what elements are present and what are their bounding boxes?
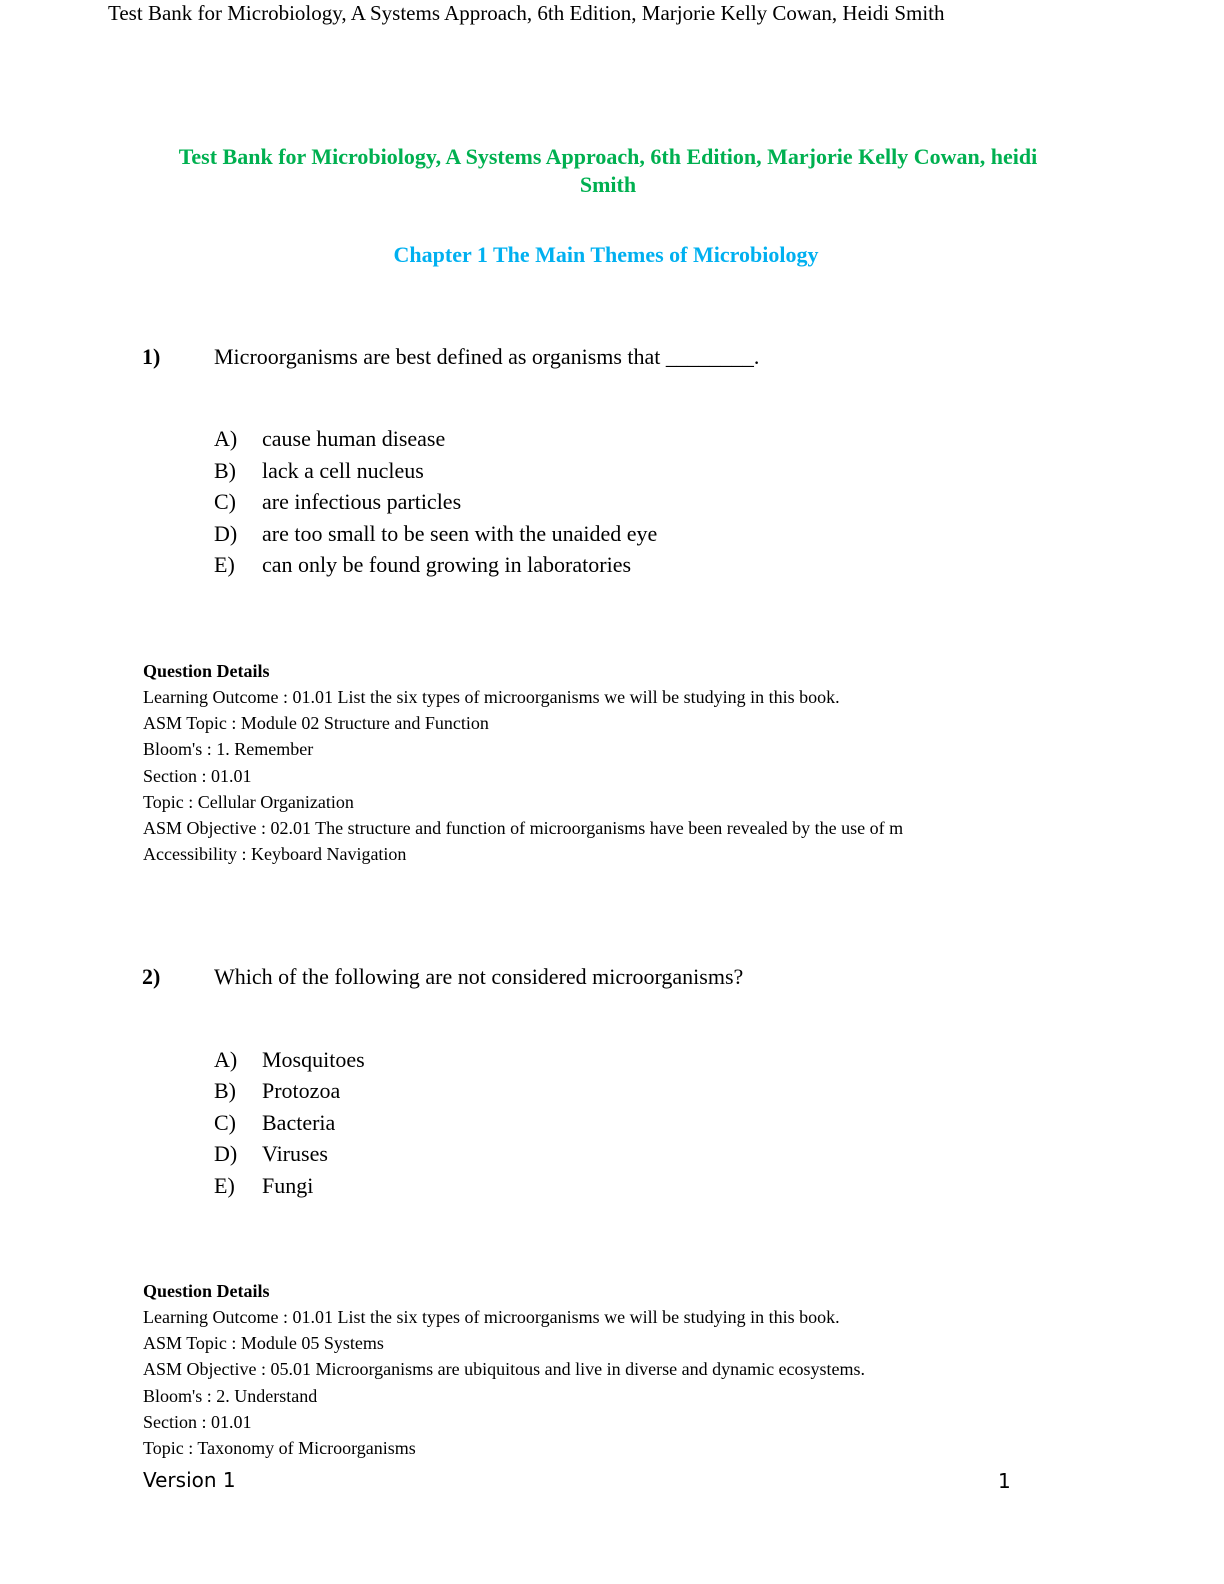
- detail-line: Topic : Taxonomy of Microorganisms: [143, 1438, 416, 1459]
- chapter-title: Chapter 1 The Main Themes of Microbiology: [393, 242, 819, 267]
- option-text: can only be found growing in laboratories: [262, 552, 632, 577]
- option-text: Viruses: [262, 1141, 328, 1166]
- option-letter: A): [214, 426, 238, 451]
- answer-option: [214, 457, 424, 485]
- book-title-line2: Smith: [579, 172, 637, 197]
- question-details-heading: Question Details: [143, 1281, 270, 1301]
- page-number: 1: [998, 1469, 1011, 1493]
- detail-line: ASM Objective : 02.01 The structure and function of microorganisms have been revealed by the use of m: [143, 818, 904, 839]
- detail-line: Bloom's : 2. Understand: [143, 1385, 318, 1406]
- option-text: Fungi: [262, 1173, 314, 1198]
- option-text: Mosquitoes: [262, 1047, 365, 1072]
- question-details: [143, 684, 903, 867]
- option-letter: B): [214, 1078, 236, 1103]
- option-letter: E): [214, 552, 235, 577]
- detail-line: Accessibility : Keyboard Navigation: [143, 844, 407, 865]
- question-text: Microorganisms are best defined as organisms that ________.: [214, 344, 760, 369]
- option-letter: C): [214, 1110, 236, 1135]
- answer-option: [214, 520, 657, 548]
- question-details: [143, 1304, 865, 1461]
- answer-option: [214, 488, 461, 516]
- footer-version: Version 1: [143, 1468, 236, 1492]
- option-letter: D): [214, 521, 238, 546]
- detail-line: Learning Outcome : 01.01 List the six types of microorganisms we will be studying in this book.: [143, 687, 840, 707]
- option-letter: C): [214, 489, 236, 514]
- option-text: lack a cell nucleus: [262, 458, 424, 483]
- option-letter: D): [214, 1141, 238, 1166]
- book-title: [130, 143, 1086, 199]
- answer-option: [214, 551, 631, 579]
- option-letter: E): [214, 1173, 235, 1198]
- option-text: Bacteria: [262, 1110, 336, 1135]
- option-letter: A): [214, 1047, 238, 1072]
- detail-line: Section : 01.01: [143, 1411, 252, 1432]
- detail-line: Bloom's : 1. Remember: [143, 739, 314, 760]
- detail-line: ASM Topic : Module 02 Structure and Function: [143, 713, 489, 734]
- detail-line: ASM Objective : 05.01 Microorganisms are ubiquitous and live in diverse and dynamic ecosystems.: [143, 1359, 866, 1380]
- option-letter: B): [214, 458, 236, 483]
- answer-option: [214, 1140, 328, 1168]
- answer-option: [214, 425, 445, 453]
- option-text: are too small to be seen with the unaided eye: [262, 521, 658, 546]
- detail-line: Learning Outcome : 01.01 List the six types of microorganisms we will be studying in this book.: [143, 1307, 840, 1327]
- answer-option: [214, 1046, 365, 1074]
- book-title-line1: Test Bank for Microbiology, A Systems Approach, 6th Edition, Marjorie Kelly Cowan, heidi: [178, 144, 1038, 169]
- detail-line: ASM Topic : Module 05 Systems: [143, 1333, 384, 1354]
- detail-line: Section : 01.01: [143, 765, 252, 786]
- question-number: 1): [142, 344, 161, 369]
- detail-line: Topic : Cellular Organization: [143, 791, 354, 812]
- answer-option: [214, 1109, 335, 1137]
- question-details-heading: Question Details: [143, 661, 270, 681]
- answer-option: [214, 1172, 313, 1200]
- option-text: Protozoa: [262, 1078, 341, 1103]
- option-text: are infectious particles: [262, 489, 462, 514]
- running-header: Test Bank for Microbiology, A Systems Approach, 6th Edition, Marjorie Kelly Cowan, Heidi Smith: [108, 1, 945, 25]
- question-number: 2): [142, 964, 161, 989]
- answer-option: [214, 1077, 340, 1105]
- question-text: Which of the following are not considered microorganisms?: [214, 964, 744, 989]
- option-text: cause human disease: [262, 426, 446, 451]
